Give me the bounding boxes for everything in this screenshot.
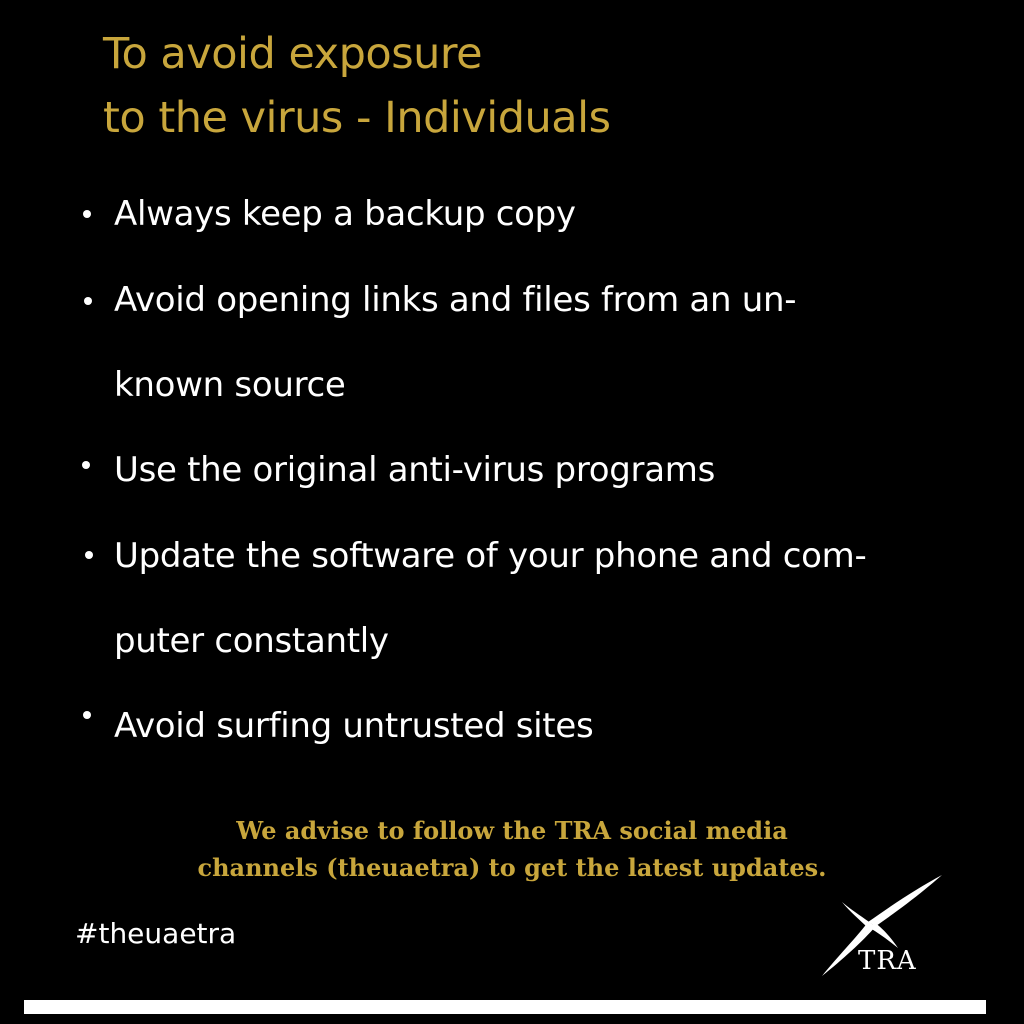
bullet-icon xyxy=(83,711,91,719)
title-line-1: To avoid exposure xyxy=(103,29,483,79)
tip-update-line-2: puter constantly xyxy=(114,621,389,661)
bullet-icon xyxy=(84,297,92,305)
tip-links-line-1: Avoid opening links and files from an un- xyxy=(114,280,797,320)
tip-antivirus: Use the original anti-virus programs xyxy=(114,450,716,490)
bottom-divider xyxy=(24,1000,986,1014)
advice-line-1: We advise to follow the TRA social media xyxy=(236,816,788,845)
title-line-2: to the virus - Individuals xyxy=(103,93,611,143)
hashtag: #theuaetra xyxy=(75,917,237,950)
bullet-icon xyxy=(83,210,91,218)
tip-untrusted-sites: Avoid surfing untrusted sites xyxy=(114,706,594,746)
advice-line-2: channels (theuaetra) to get the latest updates. xyxy=(197,853,827,882)
tip-links-line-2: known source xyxy=(114,365,346,405)
tip-update-line-1: Update the software of your phone and com- xyxy=(114,536,867,576)
tip-backup: Always keep a backup copy xyxy=(114,194,576,234)
bullet-icon xyxy=(85,551,93,559)
tra-logo-text: TRA xyxy=(858,946,917,976)
bullet-icon xyxy=(82,461,90,469)
